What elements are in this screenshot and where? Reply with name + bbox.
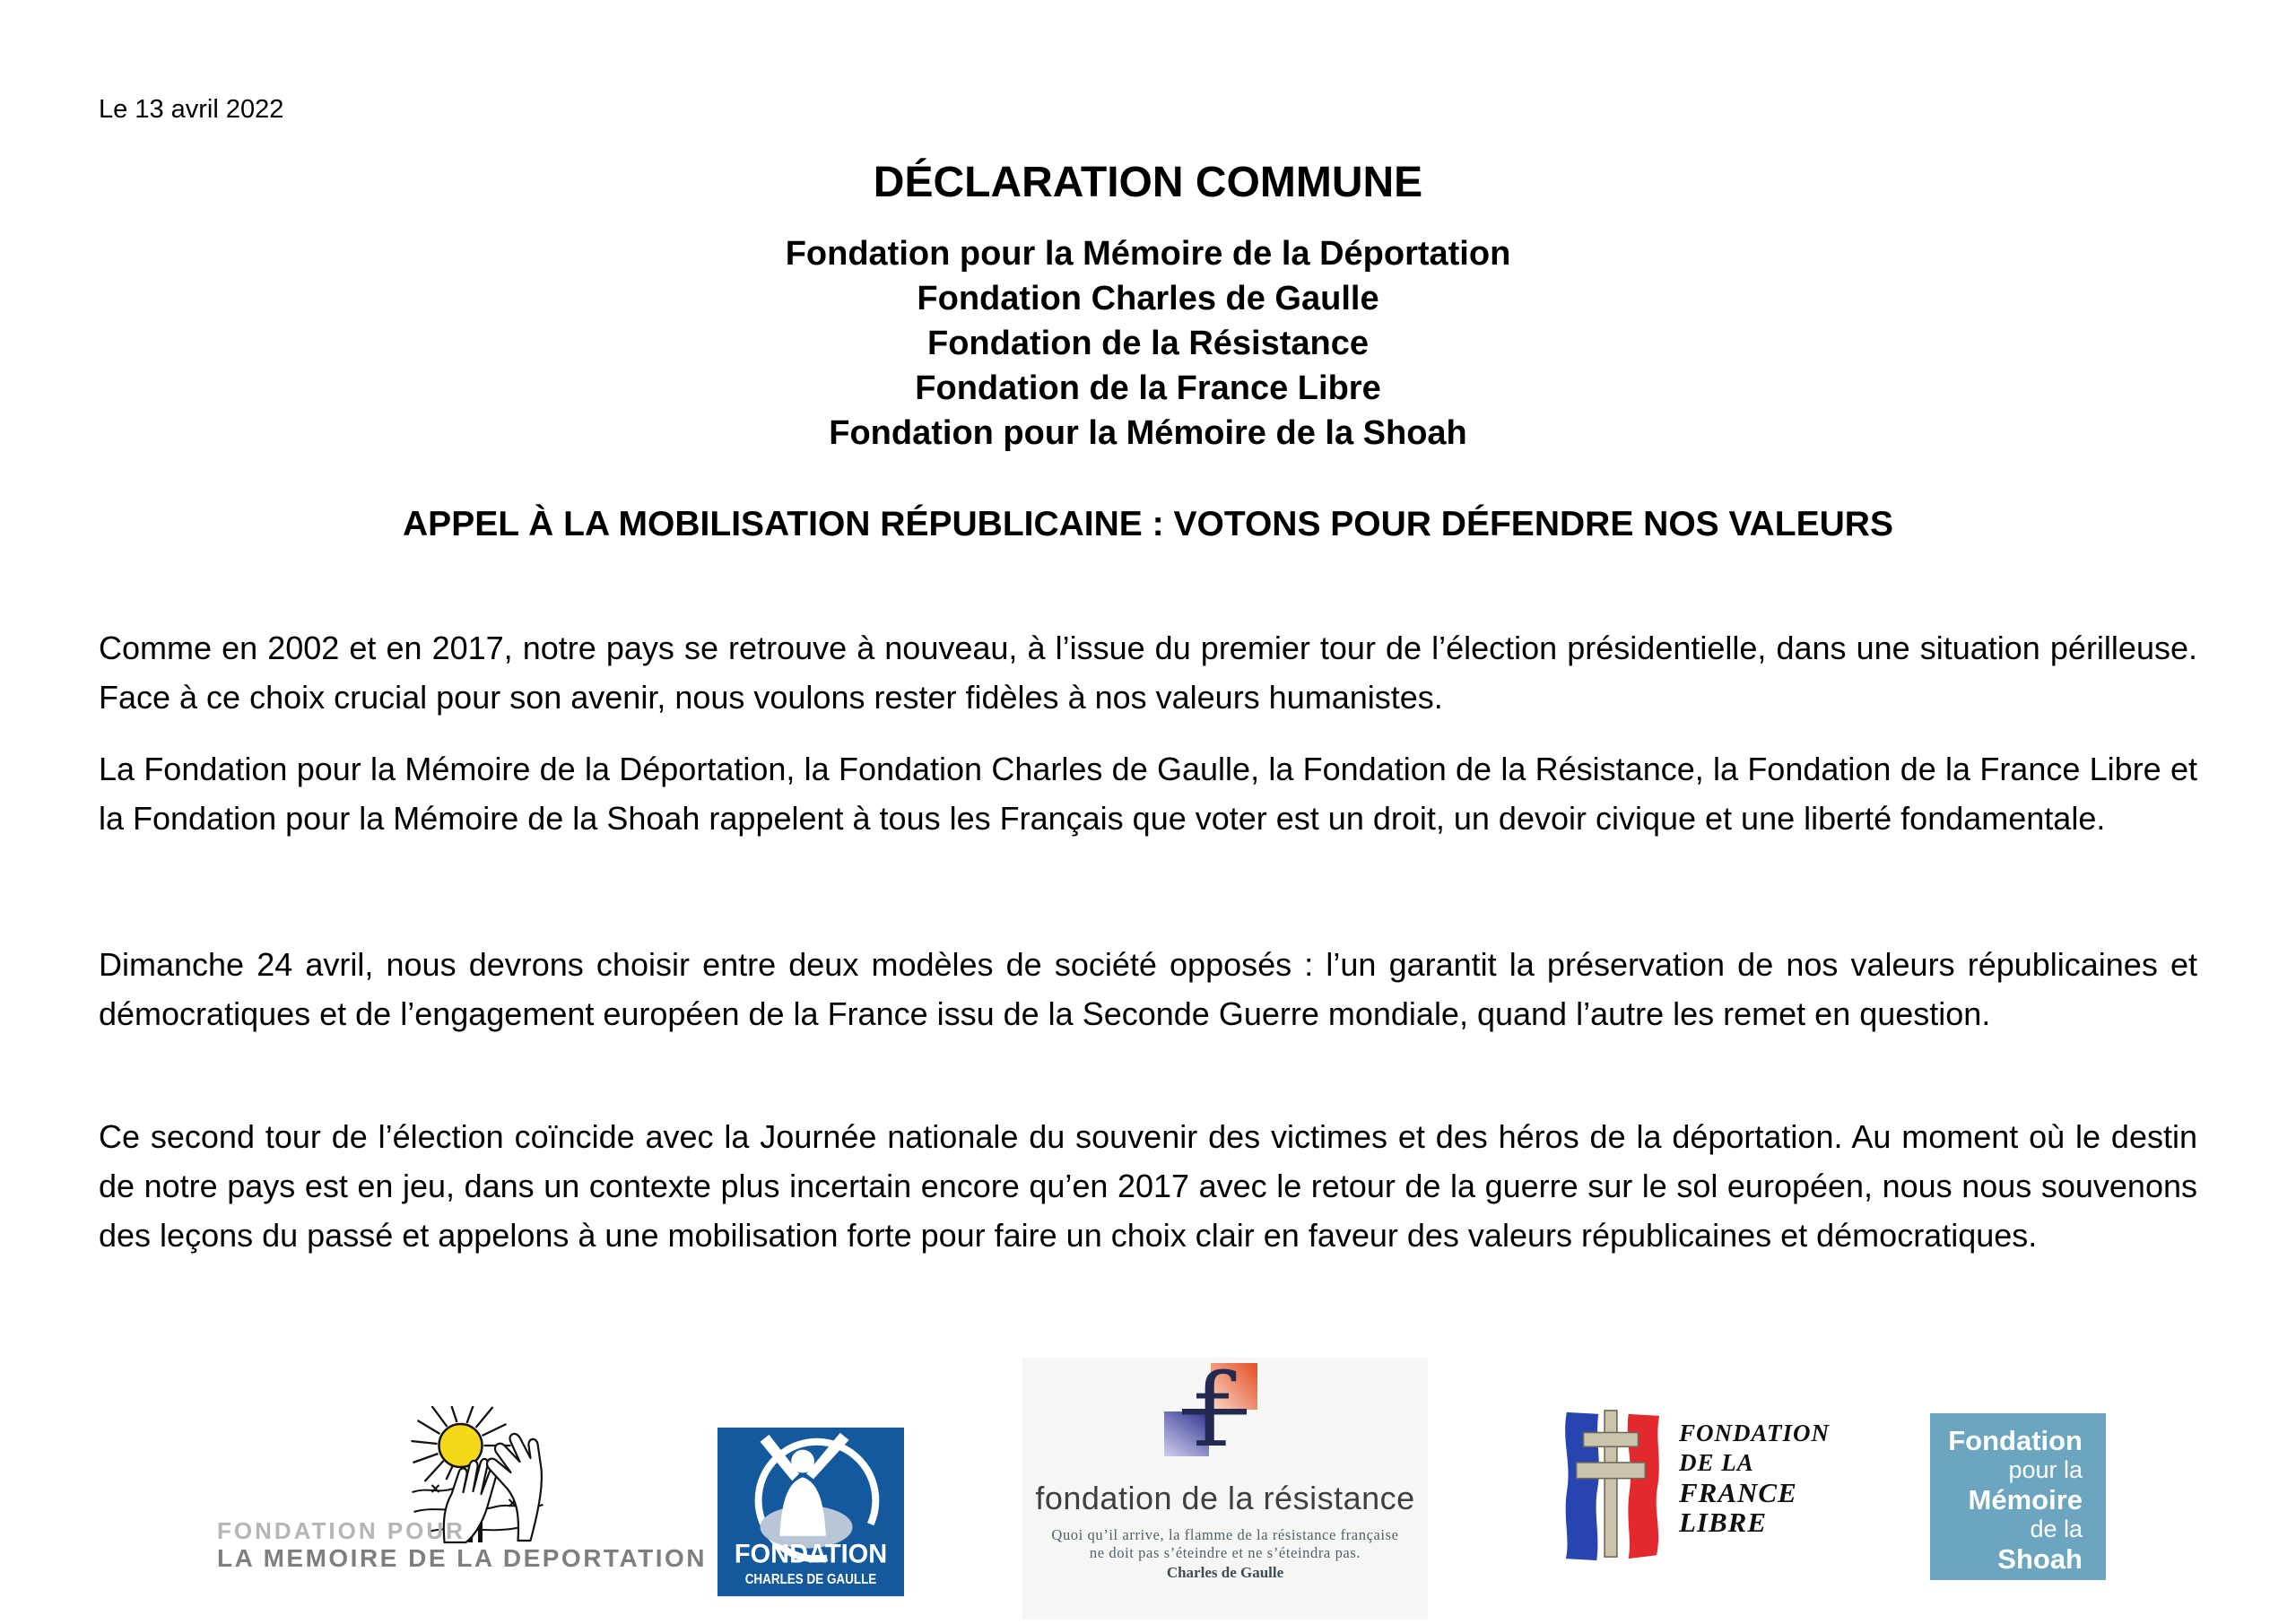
resistance-name: fondation de la résistance [1035,1480,1415,1516]
logo-shoah [1930,1413,2106,1580]
cdg-label-line1: FONDATION [734,1539,888,1569]
france-libre-line2: DE LA [1679,1449,1754,1476]
shoah-line1: Fondation [1948,1425,2083,1456]
paragraph-1: Comme en 2002 et en 2017, notre pays se retrouve à nouveau, à l’issue du premier tour de l’élection présidentielle, dans une situation périlleuse. Face à ce choix crucial pour son avenir, nous voulons rester fidèles à nos valeurs humanistes. [99,630,2197,716]
foundations-list [0,231,2296,456]
resistance-quote-line1: Quoi qu’il arrive, la flamme de la résistance française [1051,1526,1399,1543]
logo-charles-de-gaulle [718,1424,904,1600]
svg-text:f: f [1193,1358,1231,1462]
foundation-name: Fondation de la France Libre [915,369,1381,407]
france-libre-line4: LIBRE [1679,1507,1768,1538]
france-libre-label [1679,1419,1830,1537]
shoah-line5: Shoah [1997,1543,2083,1575]
shoah-line3: Mémoire [1968,1484,2083,1515]
france-libre-line3: FRANCE [1679,1477,1797,1508]
paragraph-3: Dimanche 24 avril, nous devrons choisir entre deux modèles de société opposés : l’un garantit la préservation de nos valeurs républicaines et démocratiques et de l’engagement européen de la France issu de la Seconde Guerre mondiale, quand l’autre les remet en question. [99,946,2197,1032]
foundation-name: Fondation Charles de Gaulle [917,280,1379,317]
cdg-label-line2: CHARLES DE GAULLE [744,1572,877,1588]
paragraph-2: La Fondation pour la Mémoire de la Déportation, la Fondation Charles de Gaulle, la Fondation de la Résistance, la Fondation de la France Libre et la Fondation pour la Mémoire de la Shoah rappelent à tous les Français que voter est un droit, un devoir civique et une liberté fondamentale. [99,751,2197,837]
resistance-f-mark-icon [1155,1358,1272,1462]
resistance-attribution: Charles de Gaulle [1166,1564,1284,1581]
foundation-name: Fondation pour la Mémoire de la Déportation [785,235,1511,273]
fmd-label-line1: FONDATION POUR [217,1517,465,1544]
logo-resistance [1022,1358,1428,1620]
france-libre-line1: FONDATION [1679,1420,1831,1446]
french-flag-cross-of-lorraine-icon [1558,1408,1664,1564]
resistance-quote-line2: ne doit pas s’éteindre et ne s’éteindra pas. [1089,1544,1361,1561]
fmd-label-line2: LA MEMOIRE DE LA DEPORTATION [217,1544,707,1572]
shoah-line4: de la [2030,1515,2083,1542]
document-title: DÉCLARATION COMMUNE [873,159,1423,206]
foundation-name: Fondation de la Résistance [927,325,1369,362]
foundation-name: Fondation pour la Mémoire de la Shoah [829,414,1467,452]
paragraph-4: Ce second tour de l’élection coïncide avec la Journée nationale du souvenir des victimes et des héros de la déportation. Au moment où le destin de notre pays est en jeu, dans un contexte plus incertain encore qu’en 2017 avec le retour de la guerre sur le sol européen, nous nous souvenons des leçons du passé et appelons à une mobilisation forte pour faire un choix clair en faveur des valeurs républicaines et démocratiques. [99,1118,2197,1254]
date-line: Le 13 avril 2022 [99,95,284,124]
shoah-line2: pour la [2008,1456,2083,1483]
appeal-heading: APPEL À LA MOBILISATION RÉPUBLICAINE : VOTONS POUR DÉFENDRE NOS VALEURS [403,505,1893,543]
